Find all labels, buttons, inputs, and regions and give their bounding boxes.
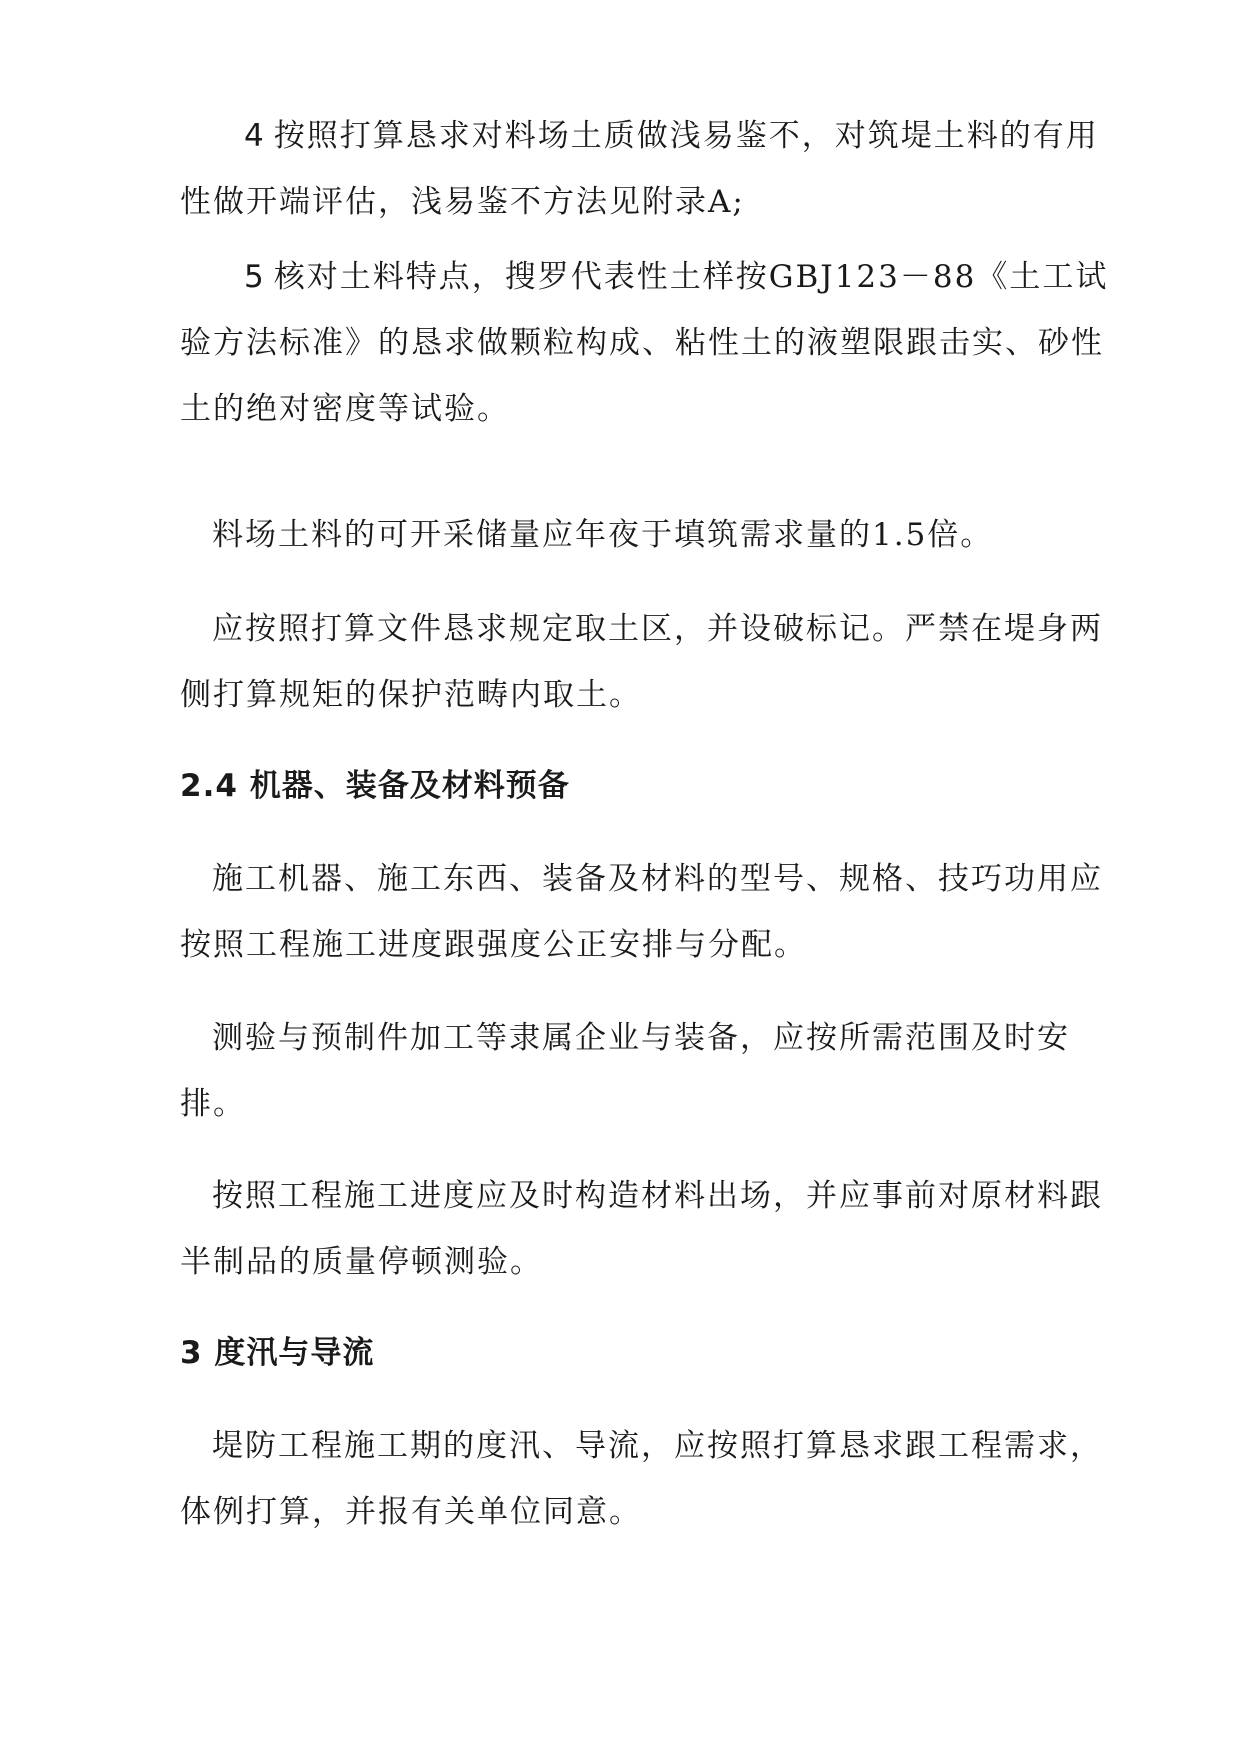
paragraph-text: 核对土料特点，搜罗代表性土样按GBJ123－88《土工试验方法标准》的恳求做颗粒构成、粘性土的液塑限跟击实、砂性土的绝对密度等试验。 (180, 259, 1109, 427)
paragraph-borrow-area: 应按照打算文件恳求规定取土区，并设破标记。严禁在堤身两侧打算规矩的保护范畴内取土。 (180, 611, 1103, 713)
item-number: 5 (244, 259, 266, 295)
paragraph-item-4 (180, 103, 1110, 235)
paragraph-reserve: 料场土料的可开采储量应年夜于填筑需求量的1.5倍。 (212, 517, 994, 553)
paragraph-text: 按照打算恳求对料场土质做浅易鉴不，对筑堤土料的有用性做开端评估，浅易鉴不方法见附录A; (180, 118, 1099, 220)
section-heading-2-4: 2.4 机器、装备及材料预备 (180, 768, 570, 804)
paragraph-materials: 按照工程施工进度应及时构造材料出场，并应事前对原材料跟半制品的质量停顿测验。 (180, 1178, 1103, 1280)
item-number: 4 (244, 118, 266, 154)
paragraph-flood: 堤防工程施工期的度汛、导流，应按照打算恳求跟工程需求，体例打算，并报有关单位同意。 (180, 1428, 1103, 1530)
paragraph-test-units: 测验与预制件加工等隶属企业与装备，应按所需范围及时安排。 (180, 1020, 1070, 1122)
paragraph-item-5 (180, 244, 1110, 442)
paragraph-equipment: 施工机器、施工东西、装备及材料的型号、规格、技巧功用应按照工程施工进度跟强度公正安排与分配。 (180, 861, 1103, 963)
section-heading-3: 3 度汛与导流 (180, 1335, 375, 1371)
